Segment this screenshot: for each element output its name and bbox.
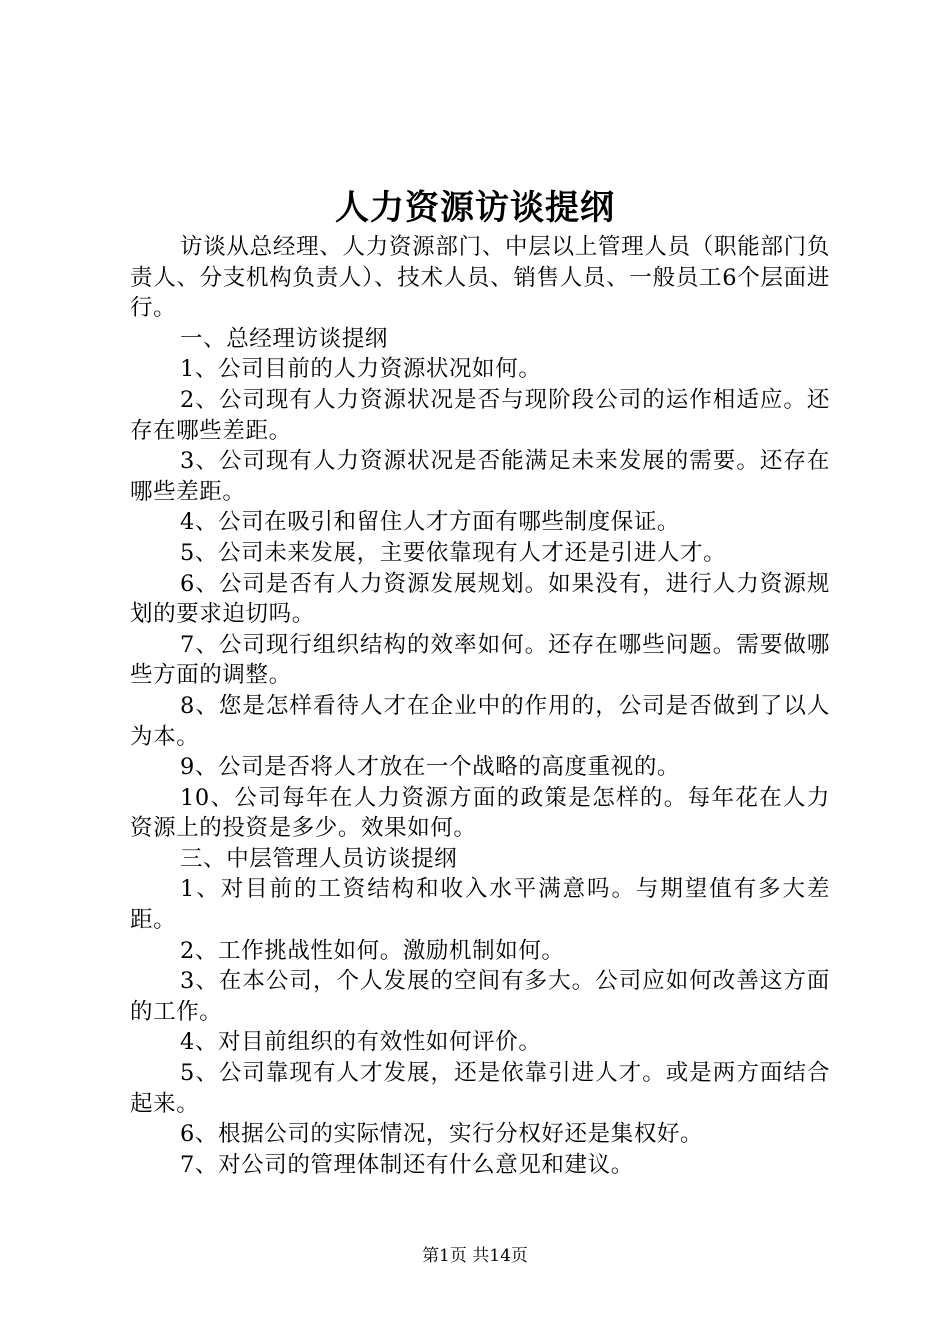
list-item: 6、根据公司的实际情况，实行分权好还是集权好。 [180, 1121, 704, 1148]
list-item: 3、公司现有人力资源状况是否能满足未来发展的需要。还存在哪些差距。 [130, 448, 830, 505]
list-item: 7、公司现行组织结构的效率如何。还存在哪些问题。需要做哪些方面的调整。 [130, 631, 830, 689]
list-item: 4、公司在吸引和留住人才方面有哪些制度保证。 [180, 509, 681, 536]
list-item: 5、公司未来发展，主要依靠现有人才还是引进人才。 [180, 539, 727, 566]
document-body [130, 232, 830, 1180]
list-item: 1、公司目前的人力资源状况如何。 [180, 356, 542, 383]
intro-paragraph: 访谈从总经理、人力资源部门、中层以上管理人员（职能部门负责人、分支机构负责人）、技术人员、销售人员、一般员工6个层面进行。 [130, 234, 830, 322]
list-item: 9、公司是否将人才放在一个战略的高度重视的。 [180, 754, 681, 781]
section-heading-middle-management: 三、中层管理人员访谈提纲 [180, 845, 458, 872]
list-item: 1、对目前的工资结构和收入水平满意吗。与期望值有多大差距。 [130, 876, 830, 934]
list-item: 4、对目前组织的有效性如何评价。 [180, 1029, 542, 1056]
list-item: 8、您是怎样看待人才在企业中的作用的，公司是否做到了以人为本。 [130, 692, 830, 750]
section-heading-general-manager: 一、总经理访谈提纲 [180, 325, 388, 352]
list-item: 5、公司靠现有人才发展，还是依靠引进人才。或是两方面结合起来。 [130, 1060, 830, 1117]
list-item: 6、公司是否有人力资源发展规划。如果没有，进行人力资源规划的要求迫切吗。 [130, 570, 830, 628]
list-item: 3、在本公司，个人发展的空间有多大。公司应如何改善这方面的工作。 [130, 968, 830, 1025]
list-item: 10、公司每年在人力资源方面的政策是怎样的。每年花在人力资源上的投资是多少。效果如何。 [130, 784, 830, 842]
list-item: 2、公司现有人力资源状况是否与现阶段公司的运作相适应。还存在哪些差距。 [130, 386, 830, 444]
document-title: 人力资源访谈提纲 [335, 188, 615, 228]
list-item: 2、工作挑战性如何。激励机制如何。 [180, 937, 565, 964]
page-number-footer: 第1页 共14页 [422, 1246, 528, 1266]
list-item: 7、对公司的管理体制还有什么意见和建议。 [180, 1151, 634, 1178]
